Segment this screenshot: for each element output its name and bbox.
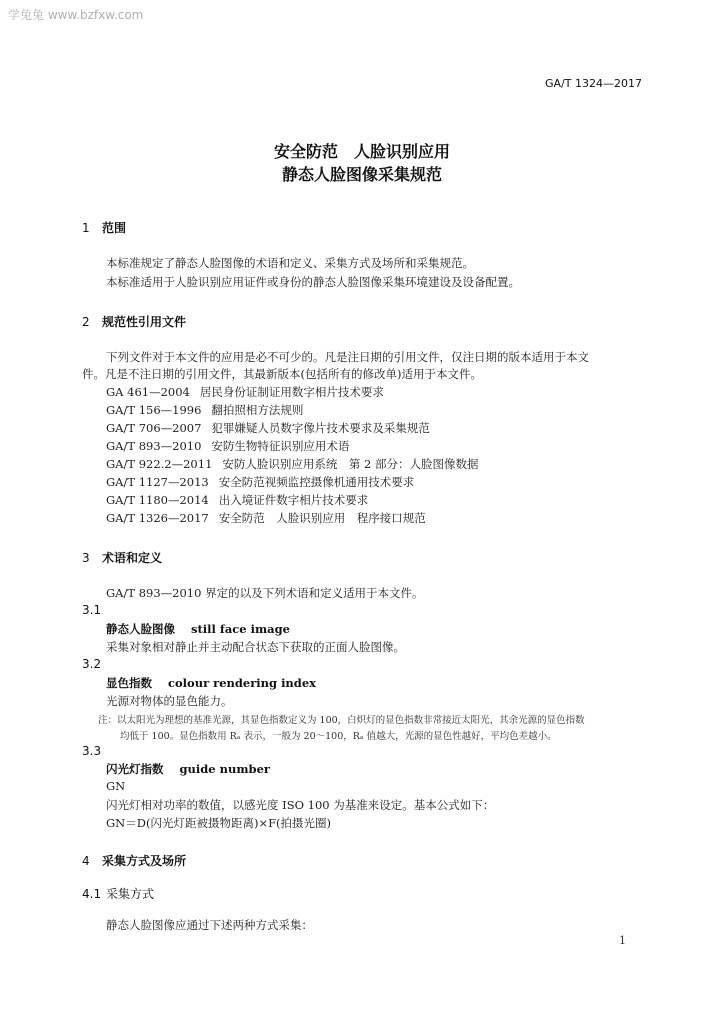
- title-line-2: 静态人脸图像采集规范: [281, 165, 442, 184]
- term-3-2-title: [106, 675, 316, 691]
- page-number: 1: [619, 934, 626, 947]
- reference-name: 出入境证件数字相片技术要求: [218, 493, 369, 507]
- reference-code: GA/T 922.2—2011: [106, 457, 213, 471]
- term-en: colour rendering index: [168, 676, 317, 690]
- reference-code: GA/T 1127—2013: [106, 475, 209, 489]
- reference-item: [106, 402, 303, 418]
- term-zh: 闪光灯指数: [106, 762, 164, 776]
- section-number: 4: [82, 854, 90, 868]
- subsection-4-1-heading: [82, 885, 154, 902]
- subsection-number: 4.1: [82, 887, 102, 901]
- reference-code: GA/T 156—1996: [106, 403, 202, 417]
- section-4-heading: [82, 852, 186, 869]
- section-1-paragraph-1: 本标准规定了静态人脸图像的术语和定义、采集方式及场所和采集规范。: [106, 256, 474, 270]
- section-title: 范围: [102, 221, 127, 235]
- reference-item: [106, 438, 349, 454]
- term-3-3-number: 3.3: [82, 744, 102, 758]
- reference-name: 居民身份证制证用数字相片技术要求: [199, 385, 384, 399]
- term-en: still face image: [191, 622, 290, 636]
- section-number: 3: [82, 551, 90, 565]
- reference-code: GA/T 893—2010: [106, 439, 202, 453]
- term-en: guide number: [179, 762, 270, 776]
- reference-item: [106, 474, 414, 490]
- term-3-3-definition: 闪光灯相对功率的数值，以感光度 ISO 100 为基准来设定。基本公式如下：: [106, 798, 495, 812]
- reference-name: 安全防范视频监控摄像机通用技术要求: [218, 475, 415, 489]
- section-1-paragraph-2: 本标准适用于人脸识别应用证件或身份的静态人脸图像采集环境建设及设备配置。: [106, 275, 520, 289]
- reference-code: GA/T 1180—2014: [106, 493, 209, 507]
- reference-item: [106, 420, 430, 436]
- standard-number: GA/T 1324—2017: [545, 77, 642, 90]
- term-3-2-definition: 光源对物体的显色能力。: [106, 694, 233, 708]
- reference-name: 翻拍照相方法规则: [211, 403, 304, 417]
- section-3-heading: [82, 549, 162, 566]
- term-3-2-note-line-1: 注：以太阳光为理想的基准光源，其显色指数定义为 100，白炽灯的显色指数非常接近太阳光，其余光源的显色指数: [98, 715, 585, 726]
- section-1-heading: [82, 219, 126, 236]
- reference-item: [106, 510, 426, 526]
- watermark: 学兔兔 www.bzfxw.com: [8, 8, 144, 22]
- reference-code: GA/T 1326—2017: [106, 511, 209, 525]
- section-3-intro: GA/T 893—2010 界定的以及下列术语和定义适用于本文件。: [106, 586, 424, 600]
- reference-name: 安防生物特征识别应用术语: [211, 439, 350, 453]
- reference-name: 犯罪嫌疑人员数字像片技术要求及采集规范: [211, 421, 430, 435]
- reference-code: GA 461—2004: [106, 385, 190, 399]
- term-3-1-title: [106, 621, 290, 637]
- section-number: 2: [82, 315, 90, 329]
- term-3-3-abbreviation: GN: [106, 779, 126, 793]
- subsection-4-1-paragraph: 静态人脸图像应通过下述两种方式采集：: [106, 918, 313, 932]
- term-3-2-note-line-2: 均低于 100。显色指数用 Rₐ 表示，一般为 20～100，Rₐ 值越大，光源的显色性越好，平均色差越小。: [120, 731, 557, 742]
- section-title: 术语和定义: [102, 551, 163, 565]
- term-3-1-definition: 采集对象相对静止并主动配合状态下获取的正面人脸图像。: [106, 640, 405, 654]
- section-number: 1: [82, 221, 90, 235]
- subsection-title: 采集方式: [106, 887, 155, 901]
- term-3-2-number: 3.2: [82, 657, 102, 671]
- reference-item: [106, 492, 368, 508]
- section-2-paragraph-line-1: 下列文件对于本文件的应用是必不可少的。凡是注日期的引用文件，仅注日期的版本适用于本文: [106, 350, 589, 364]
- reference-item: [106, 384, 384, 400]
- term-zh: 静态人脸图像: [106, 622, 175, 636]
- reference-item: [106, 456, 479, 472]
- term-3-3-formula: GN＝D(闪光灯距被摄物距离)×F(拍摄光圈): [106, 816, 332, 830]
- section-2-paragraph-line-2: 件。凡是不注日期的引用文件，其最新版本(包括所有的修改单)适用于本文件。: [82, 367, 482, 381]
- section-title: 规范性引用文件: [102, 315, 187, 329]
- term-zh: 显色指数: [106, 676, 152, 690]
- reference-name: 安防人脸识别应用系统 第 2 部分：人脸图像数据: [222, 457, 479, 471]
- section-title: 采集方式及场所: [102, 854, 187, 868]
- reference-name: 安全防范 人脸识别应用 程序接口规范: [218, 511, 426, 525]
- section-2-heading: [82, 313, 186, 330]
- title-line-1: 安全防范 人脸识别应用: [273, 142, 450, 161]
- term-3-3-title: [106, 761, 270, 777]
- reference-code: GA/T 706—2007: [106, 421, 202, 435]
- term-3-1-number: 3.1: [82, 603, 102, 617]
